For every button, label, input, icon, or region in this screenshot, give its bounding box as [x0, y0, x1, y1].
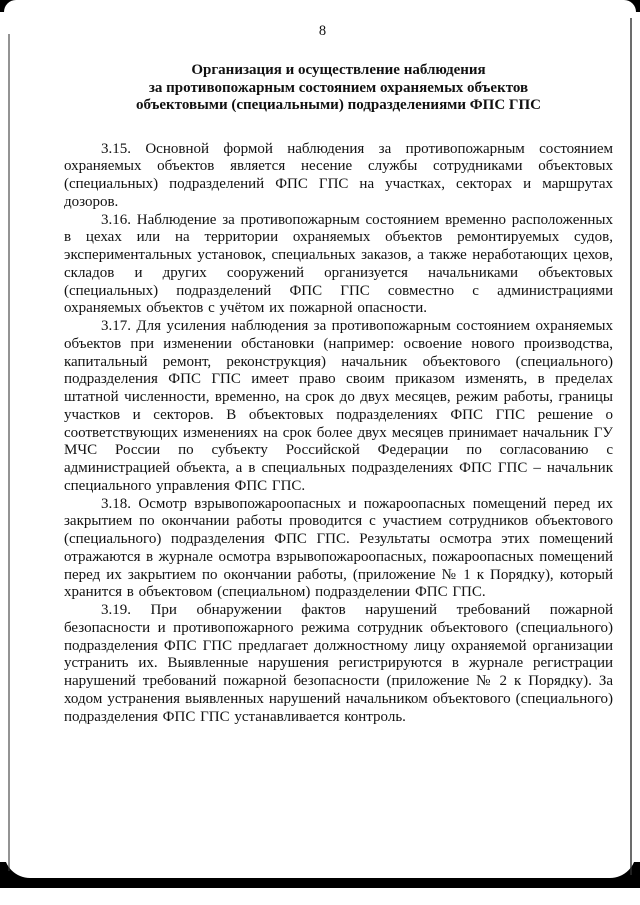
paragraph-3-18: 3.18. Осмотр взрывопожароопасных и пожароопасных помещений перед их закрытием по окончании работы проводится с участием сотрудников объектового (специального) подразделения ФПС ГПС. Результаты осмотра этих помещений отражаются в журнале осмотра взрывопожароопасных, пожароопасных помещений перед их закрытием по окончании работы, (приложение № 1 к Порядку), который хранится в объектовом (специальном) подразделении ФПС ГПС.	[64, 495, 613, 601]
section-heading	[64, 62, 613, 115]
paragraph-3-17: 3.17. Для усиления наблюдения за противопожарным состоянием охраняемых объектов при изменении обстановки (например: освоение нового производства, капитальный ремонт, реконструкция) начальник объектового (специального) подразделения ФПС ГПС имеет право своим приказом изменять, в пределах штатной численности, временно, на срок до двух месяцев, режим работы, границы участков и секторов. В объектовых подразделениях ФПС ГПС решение о соответствующих изменениях на срок более двух месяцев принимает начальник ГУ МЧС России по субъекту Российской Федерации по согласованию с администрацией объекта, а в специальных подразделениях ФПС ГПС – начальник специального управления ФПС ГПС.	[64, 318, 613, 494]
paragraph-3-19: 3.19. При обнаружении фактов нарушений требований пожарной безопасности и противопожарного режима сотрудник объектового (специального) подразделения ФПС ГПС предлагает должностному лицу охраняемой организации устранить их. Выявленные нарушения регистрируются в журнале регистрации нарушений требований пожарной безопасности (приложение № 2 к Порядку). За ходом устранения выявленных нарушений начальником объектового (специального) подразделения ФПС ГПС устанавливается контроль.	[64, 602, 613, 725]
paper-bottom-edge	[4, 846, 636, 878]
paragraph-3-15: 3.15. Основной формой наблюдения за противопожарным состоянием охраняемых объектов является несение службы сотрудниками объектовых (специальных) подразделений ФПС ГПС на участках, секторах и маршрутах дозоров.	[64, 140, 613, 210]
page-number: 8	[318, 23, 327, 39]
section-heading-line-2: за противопожарным состоянием охраняемых объектов	[148, 79, 529, 96]
paragraph-3-16: 3.16. Наблюдение за противопожарным состоянием временно расположенных в цехах или на территории охраняемых объектов ремонтируемых судов, экспериментальных установок, специальных заказов, а также неработающих цехов, складов и других сооружений организуется начальниками объектовых (специальных) подразделений ФПС ГПС совместно с администрациями охраняемых объектов с учётом их пожарной опасности.	[64, 211, 613, 317]
section-heading-line-3: объектовыми (специальными) подразделениями ФПС ГПС	[136, 97, 541, 113]
section-heading-line-1: Организация и осуществление наблюдения	[191, 62, 486, 78]
